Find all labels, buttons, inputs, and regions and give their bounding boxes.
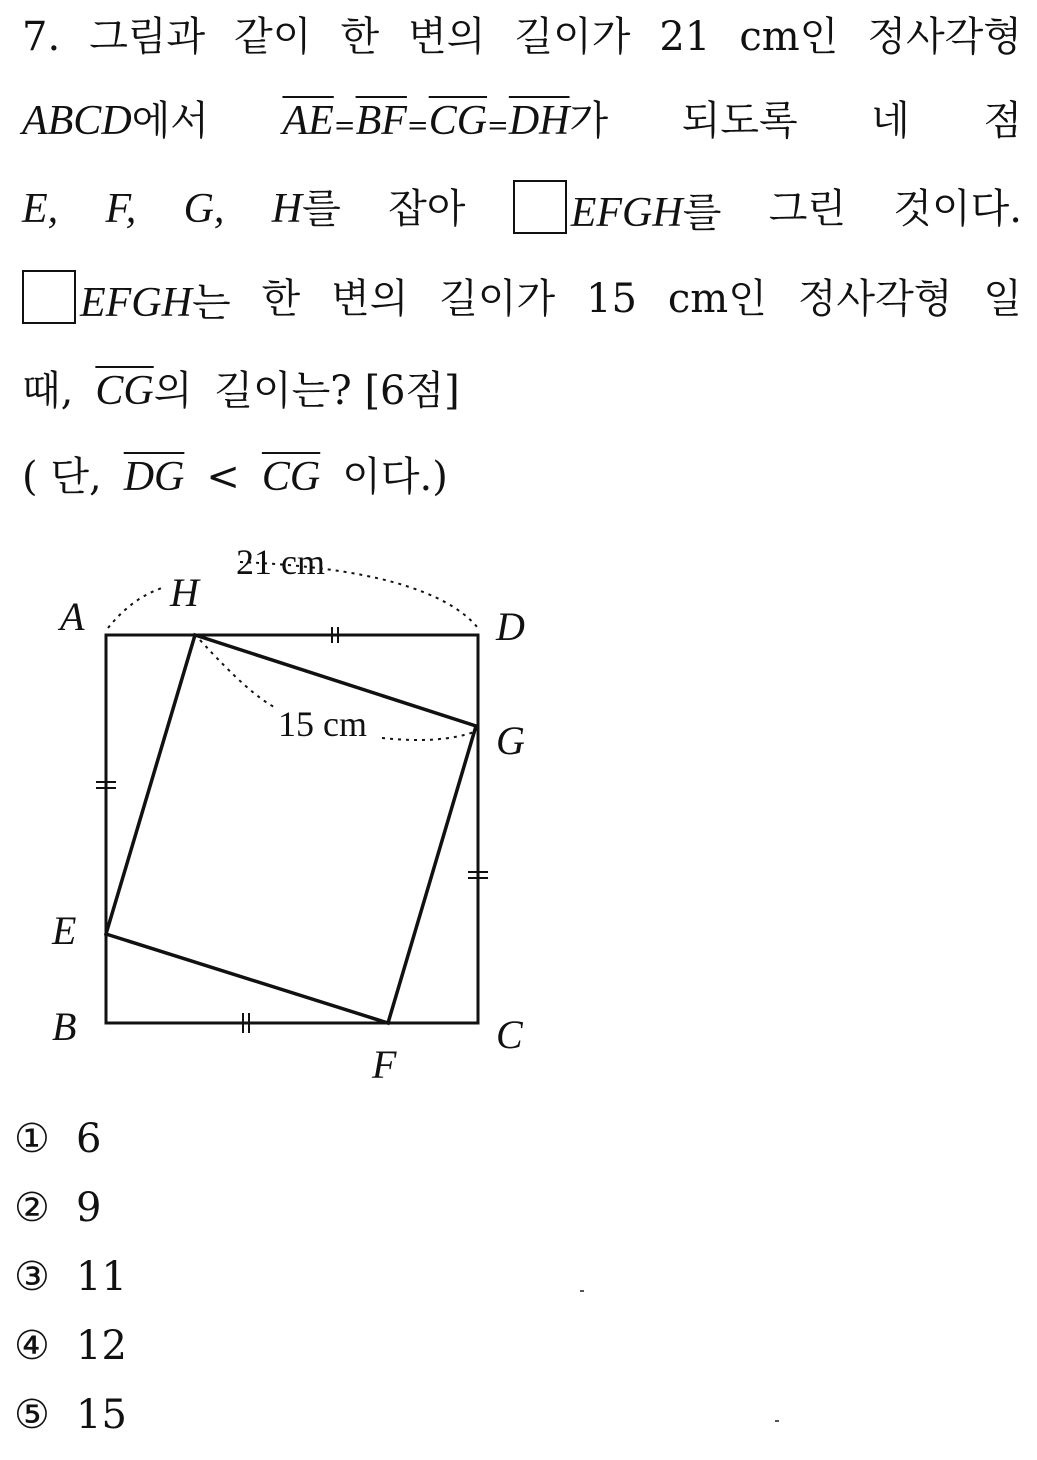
- choice-5[interactable]: [14, 1390, 127, 1440]
- word: 한: [340, 14, 380, 60]
- label-f: F: [372, 1042, 397, 1087]
- particle: 를: [302, 186, 341, 232]
- particle: 에서: [131, 98, 209, 144]
- square-efgh: [106, 635, 476, 1023]
- particle: 가: [569, 98, 609, 144]
- point-h: H: [271, 186, 303, 232]
- condition-close: 이다.): [342, 454, 448, 500]
- label-g: G: [496, 718, 525, 763]
- choice-number: ①: [14, 1116, 50, 1162]
- question-line-2: [22, 92, 1022, 155]
- question-line-5: [22, 362, 1022, 420]
- label-h: H: [170, 570, 199, 615]
- square-symbol-icon: [513, 180, 567, 234]
- word: 정사각형: [867, 14, 1022, 60]
- quad-name: EFGH: [80, 280, 192, 326]
- particle: 를: [682, 190, 722, 236]
- dimension-arc-ah: [108, 588, 162, 628]
- point-h-phrase: [272, 180, 341, 242]
- quad-phrase: [22, 270, 231, 332]
- equals-sign: =: [487, 111, 509, 141]
- word: cm인: [667, 276, 767, 322]
- scan-speck: [775, 1420, 779, 1422]
- label-a: A: [60, 594, 85, 639]
- segment-cg: $\overline{CG}$: [95, 368, 154, 414]
- square-abcd: [106, 635, 478, 1023]
- square-name: ABCD: [22, 98, 132, 144]
- less-than-sign: <: [206, 454, 240, 500]
- point-g: G,: [183, 186, 225, 232]
- square-symbol-icon: [22, 270, 76, 324]
- particle: 는: [191, 280, 231, 326]
- word: 같이: [234, 14, 312, 60]
- word: 한: [261, 276, 301, 322]
- point-f: F,: [105, 186, 137, 232]
- choice-2[interactable]: [14, 1183, 101, 1233]
- choice-number: ③: [14, 1254, 50, 1300]
- word: 21: [659, 14, 711, 60]
- choice-value: 6: [76, 1116, 102, 1162]
- question-line-3: [22, 180, 1022, 242]
- equals-sign: =: [406, 111, 429, 141]
- segment-cg: $\overline{CG}$: [428, 98, 488, 144]
- word: 점: [983, 98, 1022, 144]
- word: cm인: [739, 14, 839, 60]
- choice-number: ④: [14, 1323, 50, 1369]
- point-e: E,: [22, 186, 59, 232]
- word: 일: [983, 276, 1022, 322]
- choice-value: 11: [76, 1254, 127, 1300]
- choice-4[interactable]: [14, 1321, 127, 1371]
- word: 것이다.: [893, 186, 1022, 232]
- label-15cm: 15 cm: [278, 704, 367, 744]
- word: 잡아: [388, 186, 466, 232]
- choice-value: 9: [76, 1185, 102, 1231]
- segment-ae: $\overline{AE}$: [282, 98, 334, 144]
- segment-cg: $\overline{CG}$: [261, 454, 321, 500]
- choice-number: ②: [14, 1185, 50, 1231]
- question-line-6: [22, 448, 1022, 506]
- dimension-arc-hg-right: [382, 732, 474, 740]
- choice-number: ⑤: [14, 1392, 50, 1438]
- word: 네: [871, 98, 910, 144]
- word: 그림과: [89, 14, 206, 60]
- quad-phrase: [513, 180, 722, 242]
- segment-bf: $\overline{BF}$: [355, 98, 407, 144]
- label-21cm: 21 cm: [236, 542, 325, 582]
- label-d: D: [496, 604, 525, 649]
- segment-dh: $\overline{DH}$: [508, 98, 570, 144]
- question-number: 7.: [22, 14, 61, 60]
- choice-3[interactable]: [14, 1252, 127, 1302]
- particle: 의: [153, 368, 193, 414]
- word: 길이가: [439, 276, 556, 322]
- word: 변의: [408, 14, 486, 60]
- segment-equation: [282, 92, 608, 155]
- equals-sign: =: [333, 111, 356, 141]
- choice-value: 12: [76, 1323, 127, 1369]
- question-line-1: [22, 8, 1022, 66]
- label-e: E: [52, 908, 77, 953]
- word: 15: [586, 276, 637, 322]
- word: 그린: [768, 186, 846, 232]
- word: 길이가: [514, 14, 631, 60]
- label-c: C: [496, 1012, 523, 1057]
- label-b: B: [52, 1004, 77, 1049]
- choice-1[interactable]: [14, 1114, 101, 1164]
- word: 때,: [22, 368, 74, 414]
- segment-dg: $\overline{DG}$: [123, 454, 185, 500]
- word: 되도록: [681, 98, 798, 144]
- word: 변의: [331, 276, 409, 322]
- question-ask: 길이는? [6점]: [214, 368, 460, 414]
- question-line-4: [22, 270, 1022, 332]
- scan-speck: [580, 1290, 584, 1292]
- geometry-figure: [40, 530, 560, 1090]
- choice-value: 15: [76, 1392, 127, 1438]
- quad-name: EFGH: [570, 190, 683, 236]
- condition-open: ( 단,: [22, 454, 102, 500]
- square-abcd-phrase: [22, 92, 209, 155]
- word: 정사각형: [797, 276, 953, 322]
